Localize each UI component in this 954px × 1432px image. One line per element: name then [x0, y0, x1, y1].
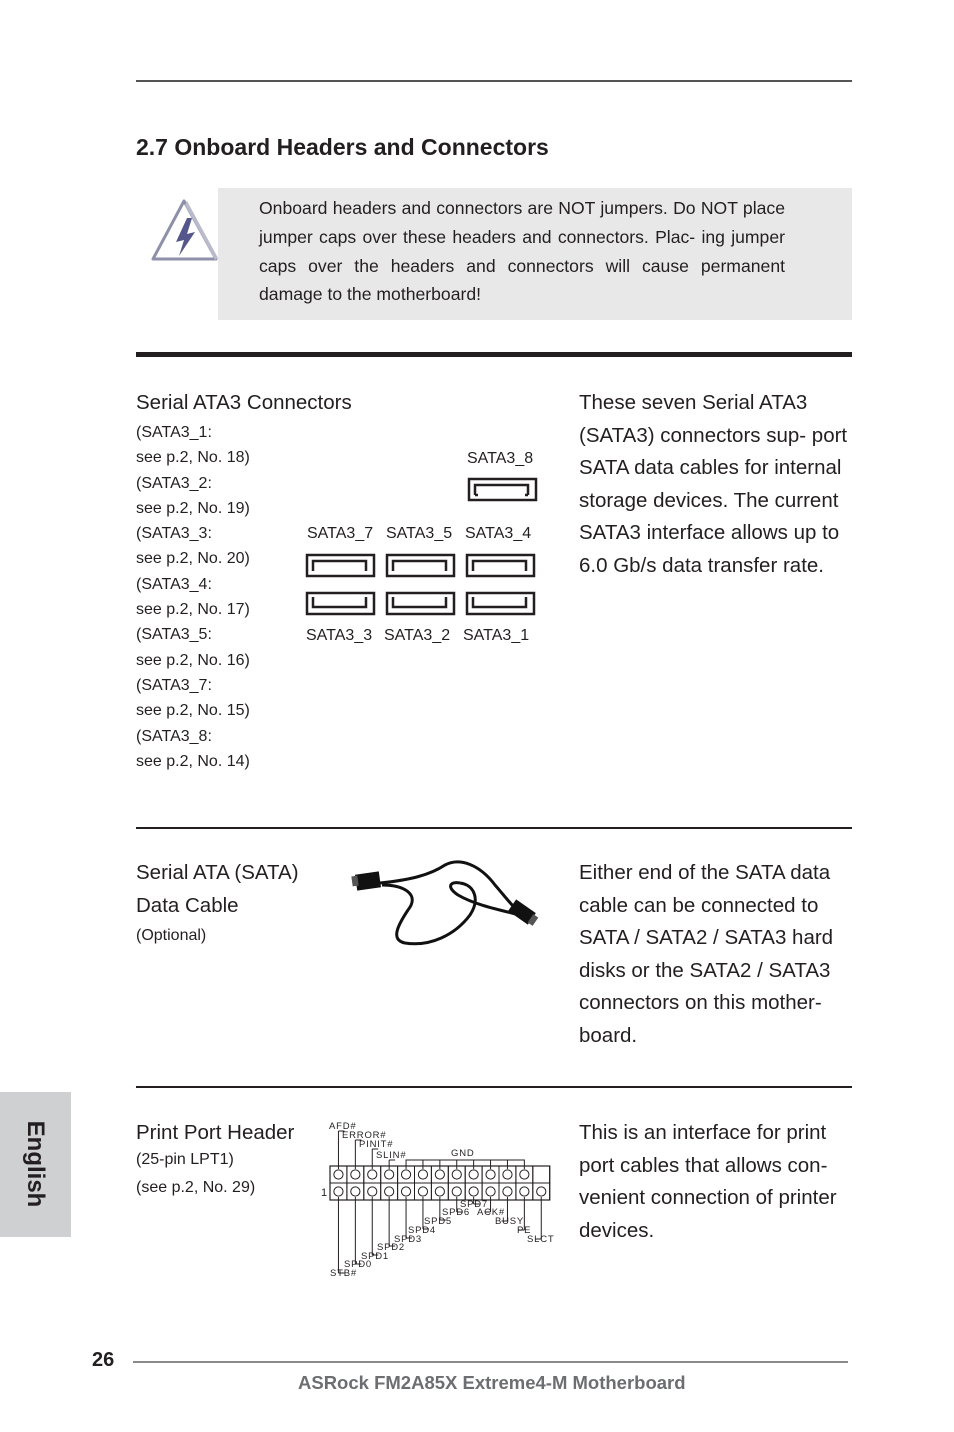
cable-title-line2: Data Cable [136, 893, 239, 917]
pin-grid [330, 1166, 550, 1200]
sata3-description: These seven Serial ATA3 (SATA3) connectors sup- port SATA data cables for internal storage devices. The current SATA3 interface allows up to 6.0 Gb/s data transfer rate. [579, 391, 848, 577]
sata3-ref: see p.2, No. 16) [136, 651, 250, 669]
cable-title [136, 857, 299, 922]
pin [368, 1170, 377, 1179]
section-title: 2.7 Onboard Headers and Connectors [136, 134, 549, 160]
pin-label-stb: STB# [330, 1268, 357, 1279]
sata3-5-connector [387, 555, 454, 576]
pin [520, 1187, 529, 1196]
sata3-ref: see p.2, No. 15) [136, 702, 250, 720]
section-divider-thick [136, 352, 852, 357]
pin-label-spd6: SPD6 [442, 1207, 471, 1218]
sata3-ref: see p.2, No. 19) [136, 499, 250, 517]
sata3-3-label: SATA3_3 [306, 627, 373, 644]
pin [537, 1187, 546, 1196]
top-rule [136, 80, 852, 82]
warning-text: Onboard headers and connectors are NOT jumpers. Do NOT place jumper caps over these headers and connectors. Plac- ing jumper caps over the headers and connectors will cause permanent damage to the motherboard! [259, 198, 785, 305]
pin-label-spd4: SPD4 [408, 1225, 437, 1236]
sata3-2-connector [387, 593, 454, 614]
cable-end-left [351, 871, 381, 890]
sata3-ref: (SATA3_4: [136, 575, 212, 593]
language-side-tab-label: English [22, 1120, 49, 1208]
sata3-7-connector [307, 555, 374, 576]
pin-label-ack: ACK# [477, 1207, 506, 1218]
sata3-ref: (SATA3_1: [136, 424, 212, 441]
sata3-ref: (SATA3_8: [136, 727, 212, 745]
pin-label-spd7: SPD7 [460, 1199, 489, 1210]
pin [401, 1187, 410, 1196]
pin [368, 1187, 377, 1196]
sata3-8-connector [469, 479, 536, 500]
cable-description: Either end of the SATA data cable can be connected to SATA / SATA2 / SATA3 hard disks or the SATA2 / SATA3 connectors on this mother- board. [579, 861, 834, 1047]
sata3-title: Serial ATA3 Connectors [136, 391, 352, 414]
sata3-3-connector [307, 593, 374, 614]
pin-label-pinit: PINIT# [359, 1139, 394, 1150]
cable-optional-note: (Optional) [136, 927, 207, 944]
pin [385, 1170, 394, 1179]
language-side-tab [0, 1092, 71, 1237]
pin [452, 1187, 461, 1196]
pin-label-afd: AFD# [329, 1121, 357, 1132]
print-port-sub1: (25-pin LPT1) [136, 1151, 234, 1168]
section-divider [136, 827, 852, 829]
pin [469, 1170, 478, 1179]
pin-label-slct: SLCT [527, 1234, 555, 1245]
pin-label-spd5: SPD5 [424, 1216, 453, 1227]
sata3-ref: see p.2, No. 17) [136, 601, 250, 619]
sata3-ref: (SATA3_7: [136, 676, 212, 694]
pin-label-pe: PE [517, 1225, 532, 1236]
print-port-description: This is an interface for print port cables that allows con- venient connection of printer devices. [579, 1121, 837, 1242]
pin-label-spd1: SPD1 [361, 1251, 390, 1262]
pin [401, 1170, 410, 1179]
print-port-sub2: (see p.2, No. 29) [136, 1179, 256, 1196]
sata3-4-label: SATA3_4 [465, 525, 532, 542]
sata-connectors-diagram [300, 470, 545, 620]
pin [351, 1170, 360, 1179]
pin [334, 1170, 343, 1179]
print-port-title: Print Port Header [136, 1121, 295, 1144]
pin [452, 1170, 461, 1179]
pin [486, 1170, 495, 1179]
cable-title-line1: Serial ATA (SATA) [136, 861, 299, 884]
pin-label-pin1: 1 [321, 1187, 328, 1199]
pin-label-error: ERROR# [342, 1130, 387, 1141]
footer-rule [133, 1361, 848, 1363]
pin [351, 1187, 360, 1196]
section-divider [136, 1086, 852, 1088]
pin [435, 1187, 444, 1196]
pin [520, 1170, 529, 1179]
pin-label-spd2: SPD2 [377, 1242, 406, 1253]
sata3-4-connector [467, 555, 534, 576]
pin [503, 1170, 512, 1179]
sata3-5-label: SATA3_5 [386, 525, 453, 542]
page-number: 26 [92, 1349, 115, 1371]
pin-label-gnd: GND [451, 1148, 475, 1159]
sata3-ref-list [136, 420, 250, 774]
pin-label-busy: BUSY [495, 1216, 525, 1227]
pin [503, 1187, 512, 1196]
sata3-ref: see p.2, No. 18) [136, 449, 250, 467]
sata3-ref: see p.2, No. 14) [136, 752, 250, 770]
print-port-pin-diagram [318, 1118, 558, 1283]
pin [385, 1187, 394, 1196]
pin [469, 1187, 478, 1196]
sata3-ref: (SATA3_2: [136, 474, 212, 492]
footer-product: ASRock FM2A85X Extreme4-M Motherboard [298, 1372, 686, 1393]
sata3-1-connector [467, 593, 534, 614]
pin-label-spd3: SPD3 [394, 1234, 423, 1245]
pin [418, 1170, 427, 1179]
sata3-ref: see p.2, No. 20) [136, 550, 250, 568]
pin [486, 1187, 495, 1196]
pin-label-spd0: SPD0 [344, 1259, 373, 1270]
sata3-8-label: SATA3_8 [467, 450, 534, 467]
pin [334, 1187, 343, 1196]
sata3-7-label: SATA3_7 [307, 525, 374, 542]
pin [435, 1170, 444, 1179]
pin-label-slin: SLIN# [376, 1150, 407, 1161]
sata3-ref: (SATA3_5: [136, 626, 212, 644]
sata3-ref: (SATA3_3: [136, 525, 212, 543]
sata-cable-image [350, 855, 545, 950]
warning-icon [150, 198, 220, 264]
pin [418, 1187, 427, 1196]
sata3-2-label: SATA3_2 [384, 627, 451, 644]
sata3-1-label: SATA3_1 [463, 627, 530, 644]
